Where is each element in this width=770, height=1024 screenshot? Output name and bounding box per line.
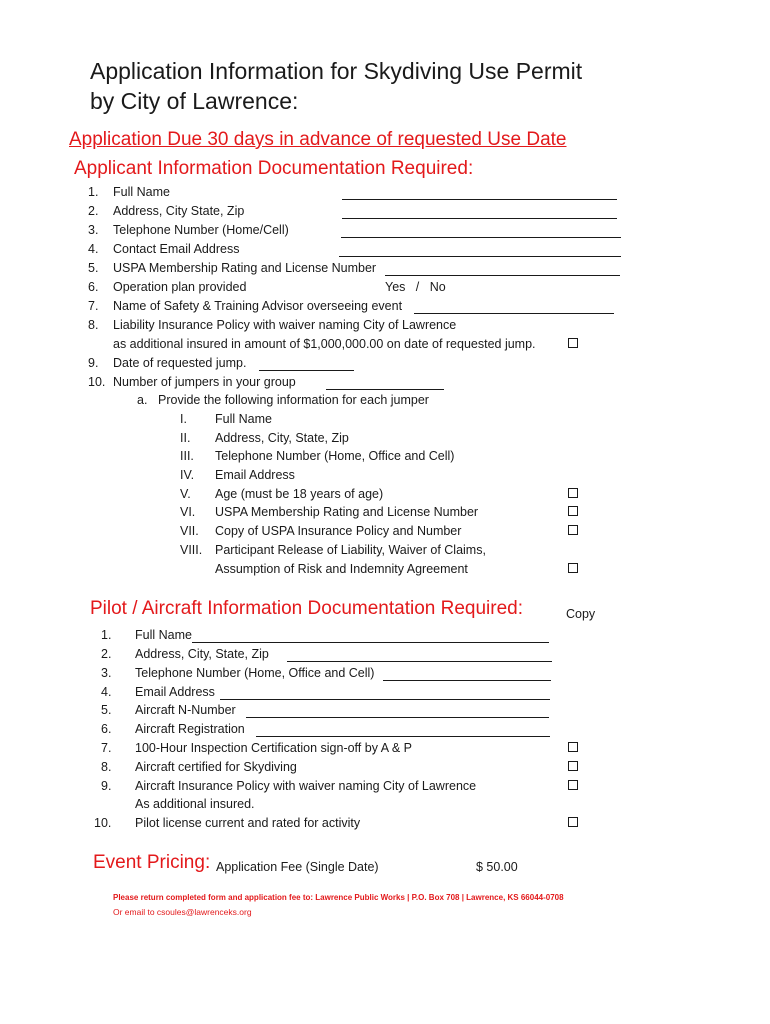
roman-number: VII. <box>180 524 199 538</box>
list-item-number: 9. <box>88 356 99 370</box>
list-item: as additional insured in amount of $1,000,000.00 on date of requested jump. <box>113 337 536 351</box>
roman-number: III. <box>180 449 194 463</box>
pilot-address-field[interactable] <box>287 650 552 662</box>
list-item: Assumption of Risk and Indemnity Agreement <box>215 562 468 576</box>
registration-field[interactable] <box>256 725 550 737</box>
jump-date-field[interactable] <box>259 359 354 371</box>
pilot-name-field[interactable] <box>192 631 549 643</box>
release-checkbox[interactable] <box>568 563 578 573</box>
pricing-item: Application Fee (Single Date) <box>216 860 379 874</box>
pricing-heading: Event Pricing: <box>93 852 211 873</box>
list-item: Participant Release of Liability, Waiver of Claims, <box>215 543 486 557</box>
roman-number: VI. <box>180 505 196 519</box>
roman-number: VIII. <box>180 543 203 557</box>
list-item: Aircraft N-Number <box>135 703 236 717</box>
list-item: Telephone Number (Home, Office and Cell) <box>135 666 375 680</box>
page-title-line1: Application Information for Skydiving Use Permit <box>90 58 583 84</box>
aircraft-insurance-checkbox[interactable] <box>568 780 578 790</box>
list-item: Full Name <box>215 412 272 426</box>
list-item: Age (must be 18 years of age) <box>215 487 384 501</box>
list-item-number: 4. <box>101 685 112 699</box>
list-item-number: 1. <box>101 628 112 642</box>
list-item: Full Name <box>113 185 170 199</box>
footer-return-address: Please return completed form and application fee to: Lawrence Public Works | P.O. Box 708 | Lawrence, KS 66044-0708 <box>113 893 564 902</box>
list-item-number: 6. <box>88 280 99 294</box>
list-item-number: 8. <box>101 760 112 774</box>
n-number-field[interactable] <box>246 706 549 718</box>
list-item: Telephone Number (Home/Cell) <box>113 223 289 237</box>
pilot-heading: Pilot / Aircraft Information Documentation Required: <box>90 598 523 619</box>
list-item: Aircraft certified for Skydiving <box>135 760 297 774</box>
list-item-number: 3. <box>88 223 99 237</box>
address-field[interactable] <box>342 207 617 219</box>
inspection-checkbox[interactable] <box>568 742 578 752</box>
roman-number: IV. <box>180 468 195 482</box>
applicant-heading: Applicant Information Documentation Required: <box>74 158 474 179</box>
full-name-field[interactable] <box>342 188 617 200</box>
uspa-insurance-checkbox[interactable] <box>568 525 578 535</box>
pilot-email-field[interactable] <box>220 688 550 700</box>
list-item: Aircraft Insurance Policy with waiver naming City of Lawrence <box>135 779 477 793</box>
list-item-number: 7. <box>88 299 99 313</box>
safety-advisor-field[interactable] <box>414 302 614 314</box>
list-item-number: 2. <box>101 647 112 661</box>
list-item: Liability Insurance Policy with waiver naming City of Lawrence <box>113 318 457 332</box>
list-item-number: 7. <box>101 741 112 755</box>
footer-email: Or email to csoules@lawrenceks.org <box>113 907 252 917</box>
list-item: USPA Membership Rating and License Number <box>215 505 479 519</box>
list-item-number: 1. <box>88 185 99 199</box>
list-item: USPA Membership Rating and License Number <box>113 261 377 275</box>
telephone-field[interactable] <box>341 226 621 238</box>
list-item-number: 10. <box>94 816 112 830</box>
list-item: 100-Hour Inspection Certification sign-off by A & P <box>135 741 413 755</box>
pilot-license-checkbox[interactable] <box>568 817 578 827</box>
list-item-number: 3. <box>101 666 112 680</box>
list-item: As additional insured. <box>135 797 255 811</box>
list-item: Name of Safety & Training Advisor overseeing event <box>113 299 403 313</box>
pilot-telephone-field[interactable] <box>383 669 551 681</box>
list-item-number: 5. <box>101 703 112 717</box>
list-item: Number of jumpers in your group <box>113 375 296 389</box>
list-item: Address, City, State, Zip <box>135 647 269 661</box>
list-item: Full Name <box>135 628 192 642</box>
roman-number: I. <box>180 412 187 426</box>
list-item: Copy of USPA Insurance Policy and Number <box>215 524 462 538</box>
page-title-line2: by City of Lawrence: <box>90 88 299 114</box>
list-item-number: 4. <box>88 242 99 256</box>
list-item: Pilot license current and rated for activity <box>135 816 361 830</box>
list-item: Address, City State, Zip <box>113 204 245 218</box>
sub-item: Provide the following information for each jumper <box>158 393 429 407</box>
list-item: Telephone Number (Home, Office and Cell) <box>215 449 455 463</box>
list-item-number: 9. <box>101 779 112 793</box>
jumpers-count-field[interactable] <box>326 378 444 390</box>
list-item-number: 10. <box>88 375 106 389</box>
email-field[interactable] <box>339 245 621 257</box>
liability-insurance-checkbox[interactable] <box>568 338 578 348</box>
list-item: Address, City, State, Zip <box>215 431 349 445</box>
list-item-number: 5. <box>88 261 99 275</box>
pricing-amount: $ 50.00 <box>476 860 518 874</box>
roman-number: V. <box>180 487 191 501</box>
skydiving-cert-checkbox[interactable] <box>568 761 578 771</box>
list-item: Aircraft Registration <box>135 722 245 736</box>
sub-item-label: a. <box>137 393 148 407</box>
list-item-number: 2. <box>88 204 99 218</box>
list-item-number: 8. <box>88 318 99 332</box>
copy-label: Copy <box>566 607 596 621</box>
due-notice: Application Due 30 days in advance of requested Use Date <box>69 129 567 150</box>
yes-no-choice[interactable]: Yes / No <box>385 280 446 294</box>
list-item-number: 6. <box>101 722 112 736</box>
age-checkbox[interactable] <box>568 488 578 498</box>
uspa-rating-checkbox[interactable] <box>568 506 578 516</box>
uspa-field[interactable] <box>385 264 620 276</box>
list-item: Email Address <box>215 468 295 482</box>
list-item: Operation plan provided <box>113 280 247 294</box>
list-item: Date of requested jump. <box>113 356 247 370</box>
list-item: Contact Email Address <box>113 242 240 256</box>
list-item: Email Address <box>135 685 215 699</box>
roman-number: II. <box>180 431 191 445</box>
